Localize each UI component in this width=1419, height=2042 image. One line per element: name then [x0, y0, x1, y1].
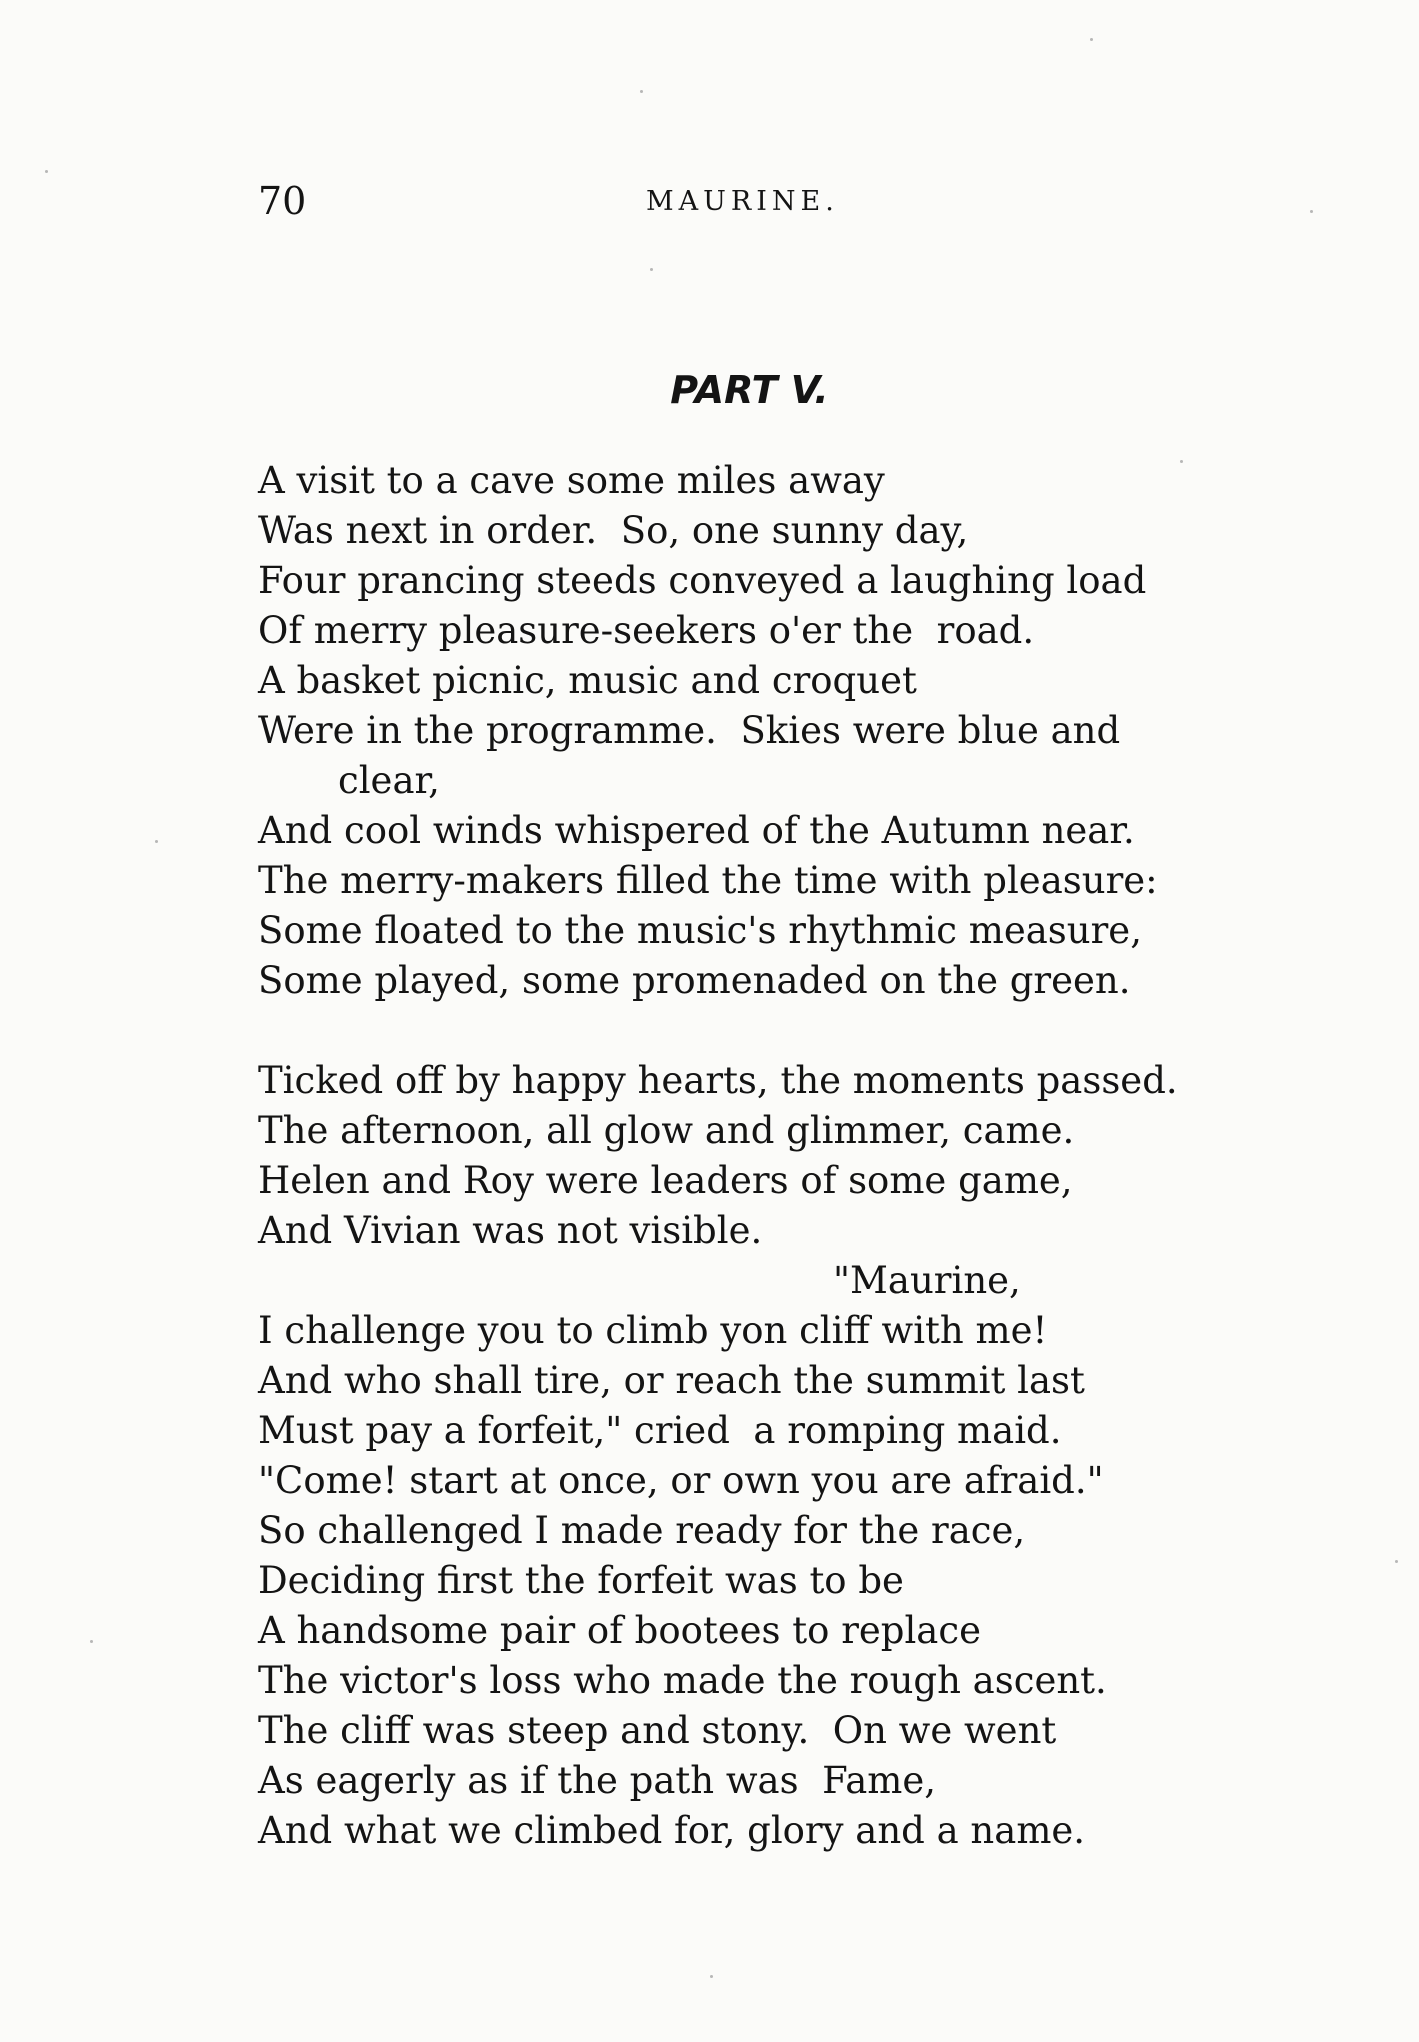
verse-line: And cool winds whispered of the Autumn near. — [258, 809, 1135, 852]
verse-line: A visit to a cave some miles away — [258, 459, 885, 502]
verse-line: The merry-makers filled the time with pleasure: — [258, 859, 1158, 902]
verse-line: So challenged I made ready for the race, — [258, 1509, 1026, 1552]
verse-line: The cliff was steep and stony. On we went — [258, 1709, 1057, 1752]
verse-line: The victor's loss who made the rough ascent. — [258, 1659, 1107, 1702]
paper-speck — [640, 90, 643, 93]
verse-line: And what we climbed for, glory and a name. — [258, 1809, 1086, 1852]
verse-line: Was next in order. So, one sunny day, — [258, 509, 969, 552]
verse-line: Deciding first the forfeit was to be — [258, 1559, 904, 1602]
paper-speck — [1090, 38, 1093, 41]
verse-line: Helen and Roy were leaders of some game, — [258, 1159, 1073, 1202]
verse-line: I challenge you to climb yon cliff with me! — [258, 1309, 1048, 1352]
verse-line: Four prancing steeds conveyed a laughing load — [258, 559, 1147, 602]
verse-line: Of merry pleasure-seekers o'er the road. — [258, 609, 1035, 652]
poem-body — [258, 456, 1298, 1856]
page-number: 70 — [258, 179, 307, 223]
verse-line: The afternoon, all glow and glimmer, came. — [258, 1109, 1075, 1152]
verse-line: Some floated to the music's rhythmic measure, — [258, 909, 1142, 952]
verse-line: Were in the programme. Skies were blue and — [258, 709, 1121, 752]
verse-line: Some played, some promenaded on the green. — [258, 959, 1131, 1002]
paper-speck — [1395, 1560, 1398, 1563]
verse-line: As eagerly as if the path was Fame, — [258, 1759, 937, 1802]
verse-line: A basket picnic, music and croquet — [258, 659, 917, 702]
verse-line: A handsome pair of bootees to replace — [258, 1609, 981, 1652]
paper-speck — [90, 1640, 93, 1643]
paper-speck — [710, 1975, 713, 1978]
paper-speck — [1180, 460, 1183, 463]
verse-line: Ticked off by happy hearts, the moments passed. — [258, 1059, 1178, 1102]
verse-line: "Come! start at once, or own you are afraid." — [258, 1459, 1104, 1502]
verse-line: And who shall tire, or reach the summit last — [258, 1359, 1085, 1402]
stanza-break — [258, 1006, 1298, 1056]
verse-line-dialogue-start: "Maurine, — [833, 1259, 1021, 1302]
part-heading: PART V. — [670, 368, 829, 412]
paper-speck — [155, 840, 158, 843]
verse-line: Must pay a forfeit," cried a romping maid. — [258, 1409, 1062, 1452]
running-title: MAURINE. — [646, 186, 839, 217]
verse-line-continuation: clear, — [338, 759, 440, 802]
verse-line: And Vivian was not visible. — [258, 1209, 763, 1252]
paper-speck — [650, 268, 653, 271]
running-head — [258, 176, 1258, 226]
paper-speck — [1310, 210, 1313, 213]
paper-speck — [45, 170, 48, 173]
